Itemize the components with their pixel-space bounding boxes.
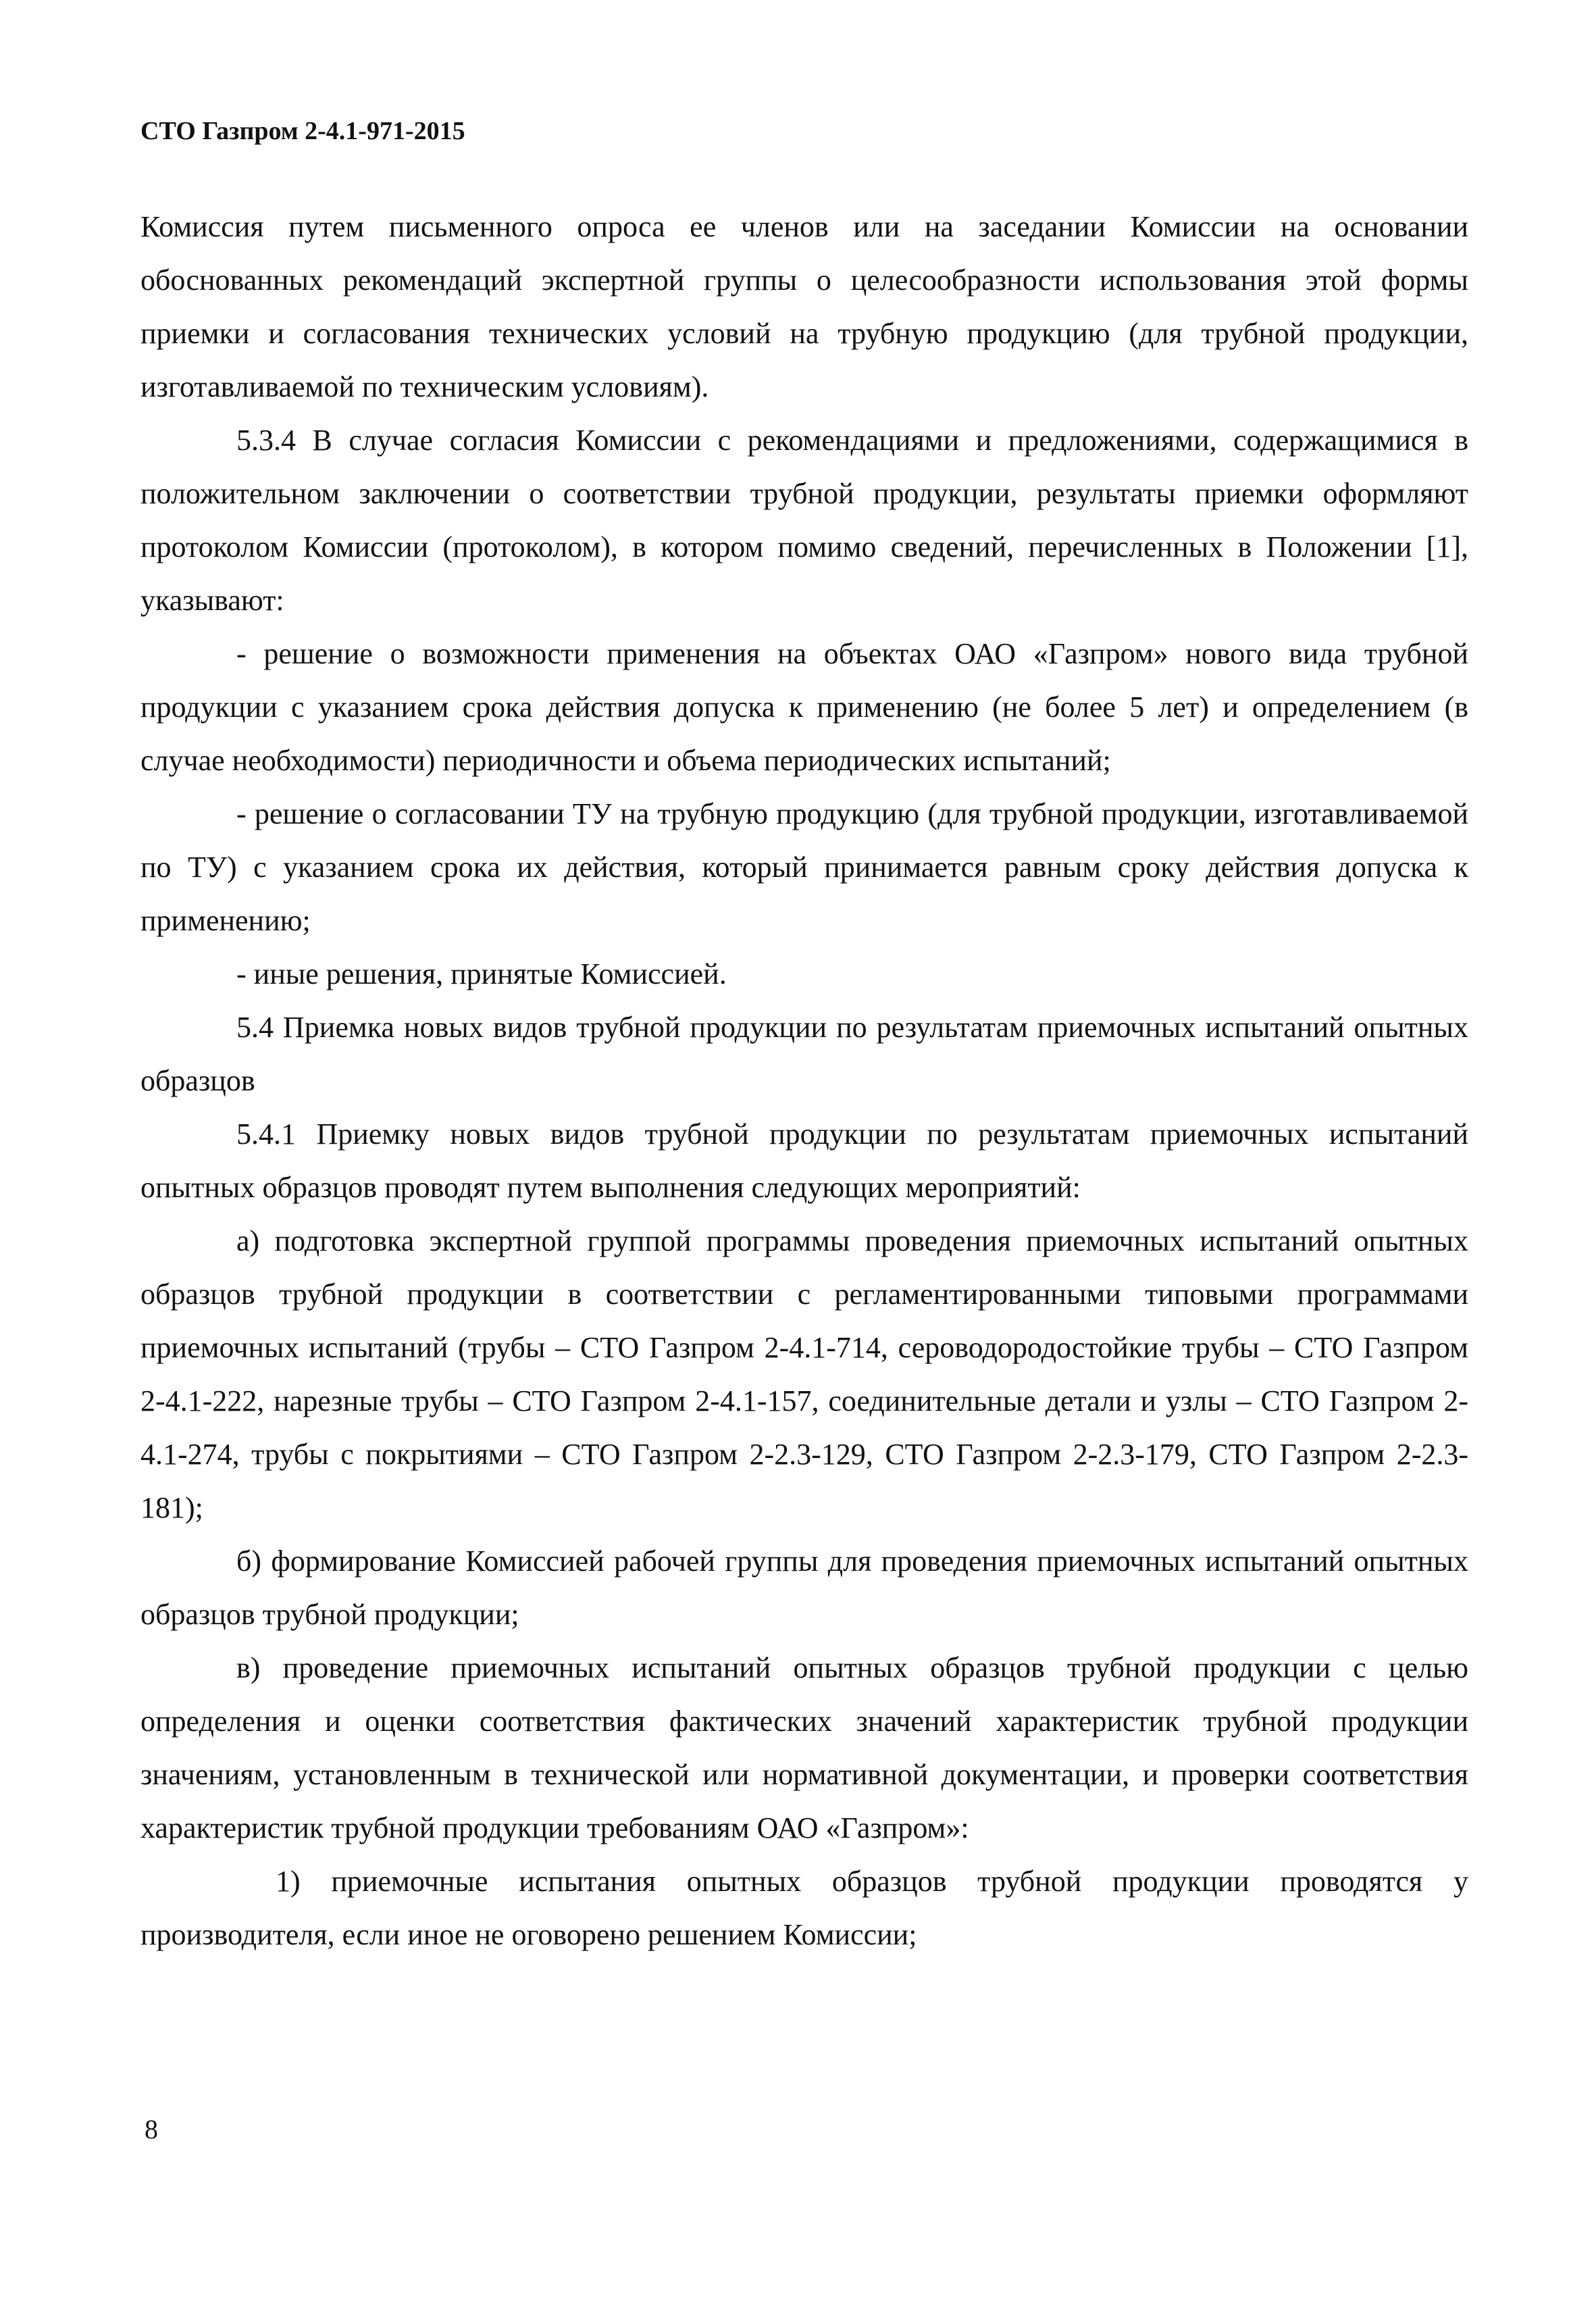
- paragraph-5-3-4: 5.3.4 В случае согласия Комиссии с рекомендациями и предложениями, содержащимися в положительном заключении о соответствии трубной продукции, результаты приемки оформляют протоколом Комиссии (протоколом), в котором помимо сведений, перечисленных в Положении [1], указывают:: [140, 424, 1468, 617]
- section-heading-5-4: 5.4 Приемка новых видов трубной продукции по результатам приемочных испытаний опытных образцов: [140, 1011, 1468, 1097]
- list-item-1: 1) приемочные испытания опытных образцов трубной продукции проводятся у производителя, если иное не оговорено решением Комиссии;: [140, 1865, 1468, 1951]
- paragraph-5-4-1: 5.4.1 Приемку новых видов трубной продукции по результатам приемочных испытаний опытных образцов проводят путем выполнения следующих мероприятий:: [140, 1117, 1468, 1204]
- list-item-a: а) подготовка экспертной группой программы проведения приемочных испытаний опытных образцов трубной продукции в соответствии с регламентированными типовыми программами приемочных испытаний (трубы – СТО Газпром 2-4.1-714, сероводородостойкие трубы – СТО Газпром 2-4.1-222, нарезные трубы – СТО Газпром 2-4.1-157, соединительные детали и узлы – СТО Газпром 2-4.1-274, трубы с покрытиями – СТО Газпром 2-2.3-129, СТО Газпром 2-2.3-179, СТО Газпром 2-2.3-181);: [140, 1224, 1468, 1524]
- document-body: [140, 200, 1468, 1961]
- list-item-decision-tu: - решение о согласовании ТУ на трубную продукцию (для трубной продукции, изготавливаемой по ТУ) с указанием срока их действия, который принимается равным сроку действия допуска к применению;: [140, 797, 1468, 937]
- list-item-b: б) формирование Комиссией рабочей группы для проведения приемочных испытаний опытных образцов трубной продукции;: [140, 1544, 1468, 1631]
- page-number: 8: [145, 2114, 158, 2144]
- list-item-decision-application: - решение о возможности применения на объектах ОАО «Газпром» нового вида трубной продукции с указанием срока действия допуска к применению (не более 5 лет) и определением (в случае необходимости) периодичности и объема периодических испытаний;: [140, 637, 1468, 777]
- list-item-other-decisions: - иные решения, принятые Комиссией.: [236, 957, 727, 990]
- list-item-v: в) проведение приемочных испытаний опытных образцов трубной продукции с целью определения и оценки соответствия фактических значений характеристик трубной продукции значениям, установленным в технической или нормативной документации, и проверки соответствия характеристик трубной продукции требованиям ОАО «Газпром»:: [140, 1651, 1468, 1844]
- document-header: СТО Газпром 2-4.1-971-2015: [140, 117, 465, 145]
- paragraph-commission-procedure: Комиссия путем письменного опроса ее членов или на заседании Комиссии на основании обоснованных рекомендаций экспертной группы о целесообразности использования этой формы приемки и согласования технических условий на трубную продукцию (для трубной продукции, изготавливаемой по техническим условиям).: [140, 210, 1468, 403]
